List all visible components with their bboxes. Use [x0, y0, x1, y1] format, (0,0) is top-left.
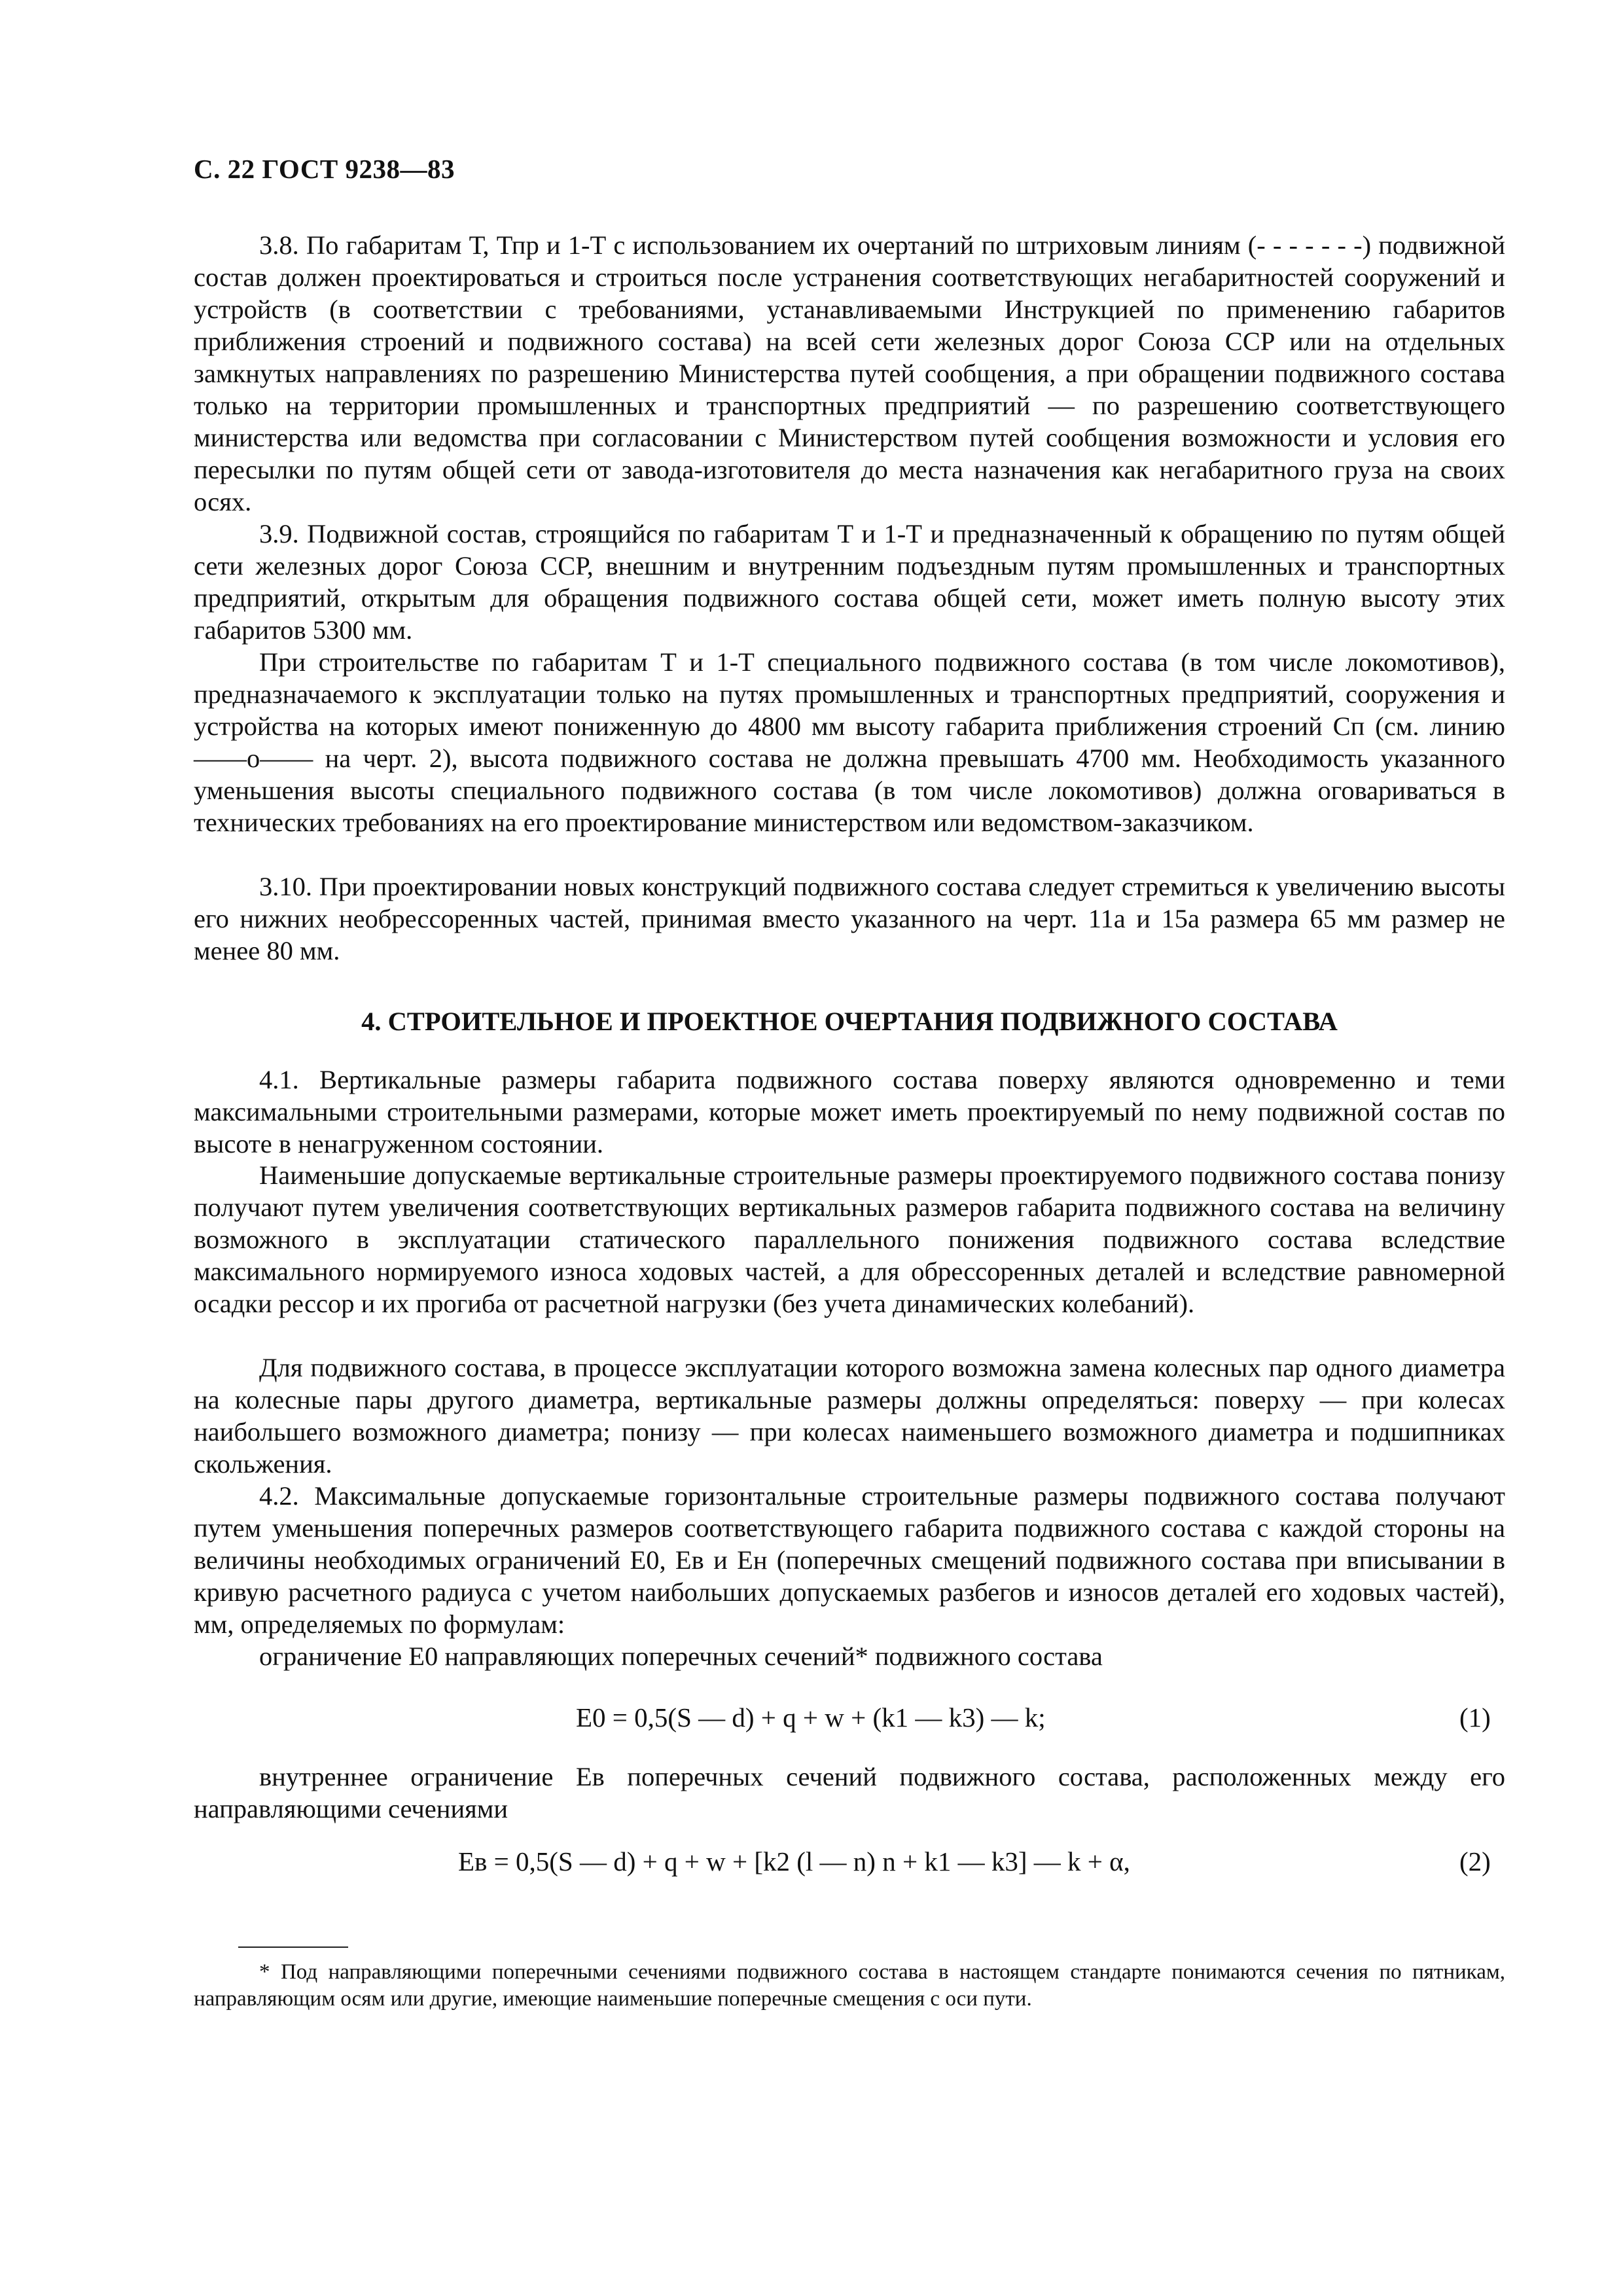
page-header: С. 22 ГОСТ 9238—83 — [194, 154, 455, 184]
formula-2: Eв = 0,5(S — d) + q + w + [k2 (l — n) n + k1 — k3] — k + α, — [458, 1846, 1130, 1876]
footnote-separator — [238, 1946, 348, 1948]
footnote: * Под направляющими поперечными сечениями подвижного состава в настоящем стандарте понимаются сечения по пятникам, направляющим осям или другие, имеющие наименьшие поперечные смещения с оси пути. — [194, 1960, 1505, 2011]
paragraph-3-10: 3.10. При проектировании новых конструкций подвижного состава следует стремиться к увеличению высоты его нижних необрессоренных частей, принимая вместо указанного на черт. 11а и 15а размера 65 мм размер не менее 80 мм. — [194, 872, 1505, 965]
paragraph-3-8: 3.8. По габаритам Т, Тпр и 1-Т с использованием их очертаний по штриховым линиям (- - - - - - -) подвижной состав должен проектироваться и строиться после устранения соответствующих негабаритностей сооружений и устройств (в соответствии с требованиями, устанавливаемыми Инструкцией по применению габаритов приближения строений и подвижного состава) на всей сети железных дорог Союза ССР или на отдельных замкнутых направлениях по разрешению Министерства путей сообщения, а при обращении подвижного состава только на территории промышленных и транспортных предприятий — по разрешению соответствующего министерства или ведомства при согласовании с Министерством путей сообщения возможности и условия его пересылки по путям общей сети от завода-изготовителя до места назначения как негабаритного груза на своих осях. — [194, 230, 1505, 516]
paragraph-4-1-wheel-sets: Для подвижного состава, в процессе эксплуатации которого возможна замена колесных пар одного диаметра на колесные пары другого диаметра, вертикальные размеры должны определяться: поверху — при колесах наибольшего возможного диаметра; понизу — при колесах наименьшего возможного диаметра и подшипниках скольжения. — [194, 1353, 1505, 1479]
paragraph-3-9-continued: При строительстве по габаритам Т и 1-Т специального подвижного состава (в том числе локомотивов), предназначаемого к эксплуатации только на путях промышленных и транспортных предприятий, сооружения и устройства на которых имеют пониженную до 4800 мм высоту габарита приближения строений Сп (см. линию ——о—— на черт. 2), высота подвижного состава не должна превышать 4700 мм. Необходимость указанного уменьшения высоты специального подвижного состава (в том числе локомотивов) должна оговариваться в технических требованиях на его проектирование министерством или ведомством-заказчиком. — [194, 647, 1505, 837]
formula-2-number: (2) — [1459, 1846, 1491, 1876]
paragraph-4-1-lower-sizes: Наименьшие допускаемые вертикальные строительные размеры проектируемого подвижного состава понизу получают путем увеличения соответствующих вертикальных размеров габарита подвижного состава на величину возможного в эксплуатации статического параллельного понижения подвижного состава вследствие максимального нормируемого износа ходовых частей, а для обрессоренных деталей и вследствие равномерной осадки рессор и их прогиба от расчетной нагрузки (без учета динамических колебаний). — [194, 1160, 1505, 1318]
paragraph-4-2-e0: ограничение E0 направляющих поперечных сечений* подвижного состава — [259, 1641, 1103, 1671]
formula-1-number: (1) — [1459, 1702, 1491, 1732]
paragraph-4-2: 4.2. Максимальные допускаемые горизонтальные строительные размеры подвижного состава получают путем уменьшения поперечных размеров соответствующего габарита подвижного состава с каждой стороны на величины необходимых ограничений E0, Eв и Eн (поперечных смещений подвижного состава при вписывании в кривую расчетного радиуса с учетом наибольших допускаемых разбегов и износов деталей его ходовых частей), мм, определяемых по формулам: — [194, 1481, 1505, 1639]
formula-1: E0 = 0,5(S — d) + q + w + (k1 — k3) — k; — [576, 1702, 1046, 1732]
paragraph-3-9: 3.9. Подвижной состав, строящийся по габаритам Т и 1-Т и предназначенный к обращению по путям общей сети железных дорог Союза ССР, внешним и внутренним подъездным путям промышленных и транспортных предприятий, открытым для обращения подвижного состава общей сети, может иметь полную высоту этих габаритов 5300 мм. — [194, 519, 1505, 645]
paragraph-4-2-ev: внутреннее ограничение Eв поперечных сечений подвижного состава, расположенных между его направляющими сечениями — [194, 1762, 1505, 1823]
paragraph-4-1: 4.1. Вертикальные размеры габарита подвижного состава поверху являются одновременно и теми максимальными строительными размерами, которые может иметь проектируемый по нему подвижной состав по высоте в ненагруженном состоянии. — [194, 1065, 1505, 1158]
section-heading: 4. СТРОИТЕЛЬНОЕ И ПРОЕКТНОЕ ОЧЕРТАНИЯ ПОДВИЖНОГО СОСТАВА — [361, 1007, 1338, 1036]
